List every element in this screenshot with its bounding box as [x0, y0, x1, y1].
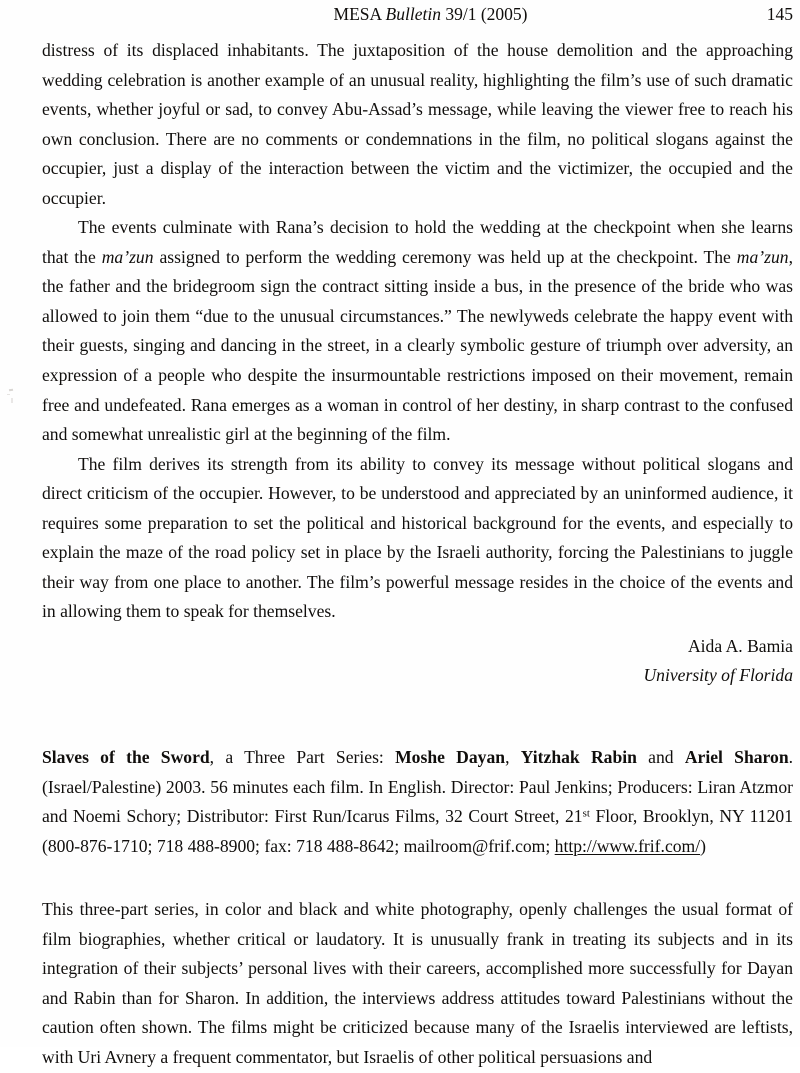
review-signature: [42, 631, 793, 691]
journal-name: MESA: [333, 4, 386, 24]
issue-designation: 39/1 (2005): [440, 4, 528, 24]
text-column: [42, 36, 793, 1073]
paragraph-events: [42, 213, 793, 449]
citation-details-a: . (Israel/Palestine) 2003. 56 minutes each film. In English. Director: Paul Jenkins; Producers: Liran Atzmor and Noemi Schory; Distributor: First Run/Icarus Films, 32 Court Street, 21: [42, 747, 794, 827]
paragraph-continuation: [42, 36, 793, 213]
paragraph-text: distress of its displaced inhabitants. The juxtaposition of the house demolition and the approaching wedding celebration is another example of an unusual reality, highlighting the film’s use of such dramatic events, whether joyful or sad, to convey Abu-Assad’s message, while leaving the viewer free to reach his own conclusion. There are no comments or condemnations in the film, no political slogans against the occupier, just a display of the interaction between the victim and the victimizer, the occupied and the occupier.: [42, 40, 793, 208]
film-subject-3: Ariel Sharon: [684, 747, 789, 768]
citation-details-c: ): [700, 835, 706, 856]
spacer: [42, 691, 793, 743]
series-description: , a Three Part Series:: [209, 747, 396, 768]
spacer: [42, 861, 793, 895]
citation-details-b: Floor, Brooklyn, NY 11201 (800-876-1710; 718 488-8900; fax: 718 488-8642; mailroom@frif.com;: [42, 806, 793, 856]
paragraph-text-b: assigned to perform the wedding ceremony was held up at the checkpoint. The: [153, 246, 737, 267]
film-subject-2: Yitzhak Rabin: [520, 747, 637, 768]
running-head: [42, 2, 793, 26]
reviewer-affiliation: University of Florida: [643, 665, 793, 686]
paragraph-review-opening: [42, 895, 793, 1072]
ordinal-suffix: st: [582, 807, 590, 820]
journal-name-italic: Bulletin: [385, 4, 441, 24]
distributor-url[interactable]: http://www.frif.com/: [554, 835, 701, 856]
film-subject-1: Moshe Dayan: [395, 747, 506, 768]
scan-artifact: [7, 394, 10, 395]
scan-artifact: [11, 398, 13, 403]
film-title: Slaves of the Sword: [42, 747, 210, 768]
film-citation-entry: [42, 743, 793, 861]
page-number: 145: [766, 4, 793, 24]
foreign-term-mazun: ma’zun: [101, 246, 154, 267]
foreign-term-mazun: ma’zun: [736, 246, 789, 267]
paragraph-text-a: The events culminate with Rana’s decision to hold the wedding at the checkpoint when she learns that the: [42, 217, 793, 267]
paragraph-text: This three-part series, in color and black and white photography, openly challenges the usual format of film biographies, whether critical or laudatory. It is unusually frank in treating its subjects and in its integration of their subjects’ personal lives with their careers, accomplished more successfully for Dayan and Rabin than for Sharon. In addition, the interviews address attitudes toward Palestinians without the caution often shown. The films might be criticized because many of the Israelis interviewed are leftists, with Uri Avnery a frequent commentator, but Israelis of other political persuasions and: [42, 899, 793, 1067]
separator: ,: [505, 747, 521, 768]
paragraph-text: The film derives its strength from its ability to convey its message without political slogans and direct criticism of the occupier. However, to be understood and appreciated by an uninformed audience, it requires some preparation to set the political and historical background for the events, and especially to explain the maze of the road policy set in place by the Israeli authority, forcing the Palestinians to juggle their way from one place to another. The film’s powerful message resides in the choice of the events and in allowing them to speak for themselves.: [42, 453, 793, 622]
paragraph-film-strength: [42, 450, 793, 627]
paragraph-text-c: , the father and the bridegroom sign the contract sitting inside a bus, in the presence of the bride who was allowed to join them “due to the unusual circumstances.” The newlyweds celebrate the happy event with their guests, singing and dancing in the street, in a clearly symbolic gesture of triumph over adversity, an expression of a people who despite the insurmountable restrictions imposed on their movement, remain free and undefeated. Rana emerges as a woman in control of her destiny, in sharp contrast to the confused and somewhat unrealistic girl at the beginning of the film.: [42, 246, 793, 445]
separator: and: [636, 747, 685, 768]
reviewer-name: Aida A. Bamia: [687, 635, 793, 656]
running-head-title: [42, 2, 793, 26]
scan-artifact: [9, 389, 13, 391]
